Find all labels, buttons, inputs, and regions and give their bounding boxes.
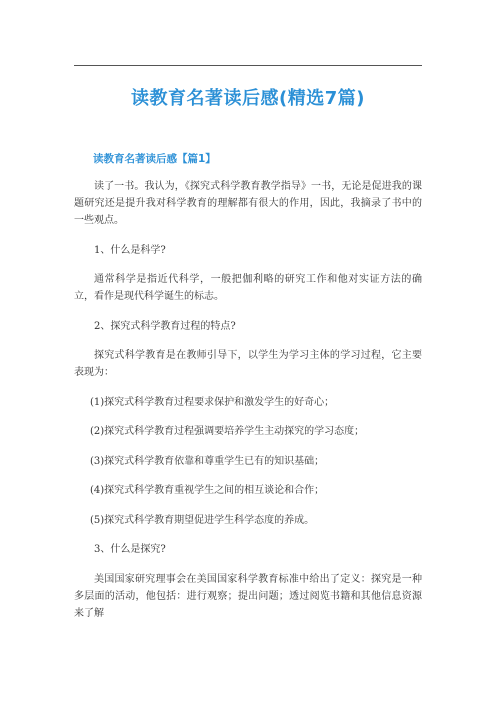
- list-item: (1)探究式科学教育过程要求保护和激发学生的好奇心；: [90, 396, 335, 408]
- paragraph-question-2: 2、探究式科学教育过程的特点?: [94, 320, 236, 332]
- document-title: 读教育名著读后感(精选7篇): [131, 88, 365, 109]
- list-item: (2)探究式科学教育过程强调要培养学生主动探究的学习态度；: [90, 426, 365, 437]
- paragraph-question-3: 3、什么是探究?: [94, 544, 166, 555]
- list-item: (3)探究式科学教育依靠和尊重学生已有的知识基础；: [90, 455, 325, 467]
- section-heading: 读教育名著读后感【篇1】: [93, 153, 216, 165]
- paragraph-answer-2: 探究式科学教育是在教师引导下，以学生为学习主体的学习过程，它主要表现为：: [74, 350, 422, 378]
- paragraph-answer-1: 通常科学是指近代科学，一般把伽利略的研究工作和他对实证方法的确立，看作是现代科学诞生的标志。: [74, 274, 422, 302]
- paragraph-question-1: 1、什么是科学?: [94, 244, 166, 256]
- header-rule: [74, 65, 422, 66]
- paragraph-intro: 读了一书。我认为，《探究式科学教育教学指导》一书，无论是促进我的课题研究还是提升我对科学教育的理解都有很大的作用，因此，我摘录了书中的一些观点。: [74, 181, 422, 226]
- document-body: [74, 178, 422, 634]
- list-item: (4)探究式科学教育重视学生之间的相互谈论和合作；: [90, 485, 325, 496]
- list-item: (5)探究式科学教育期望促进学生科学态度的养成。: [90, 514, 315, 526]
- paragraph-answer-3: 美国国家研究理事会在美国国家科学教育标准中给出了定义：探究是一种多层面的活动，他包括：进行观察；提出问题；透过阅览书籍和其他信息资源来了解: [74, 573, 422, 619]
